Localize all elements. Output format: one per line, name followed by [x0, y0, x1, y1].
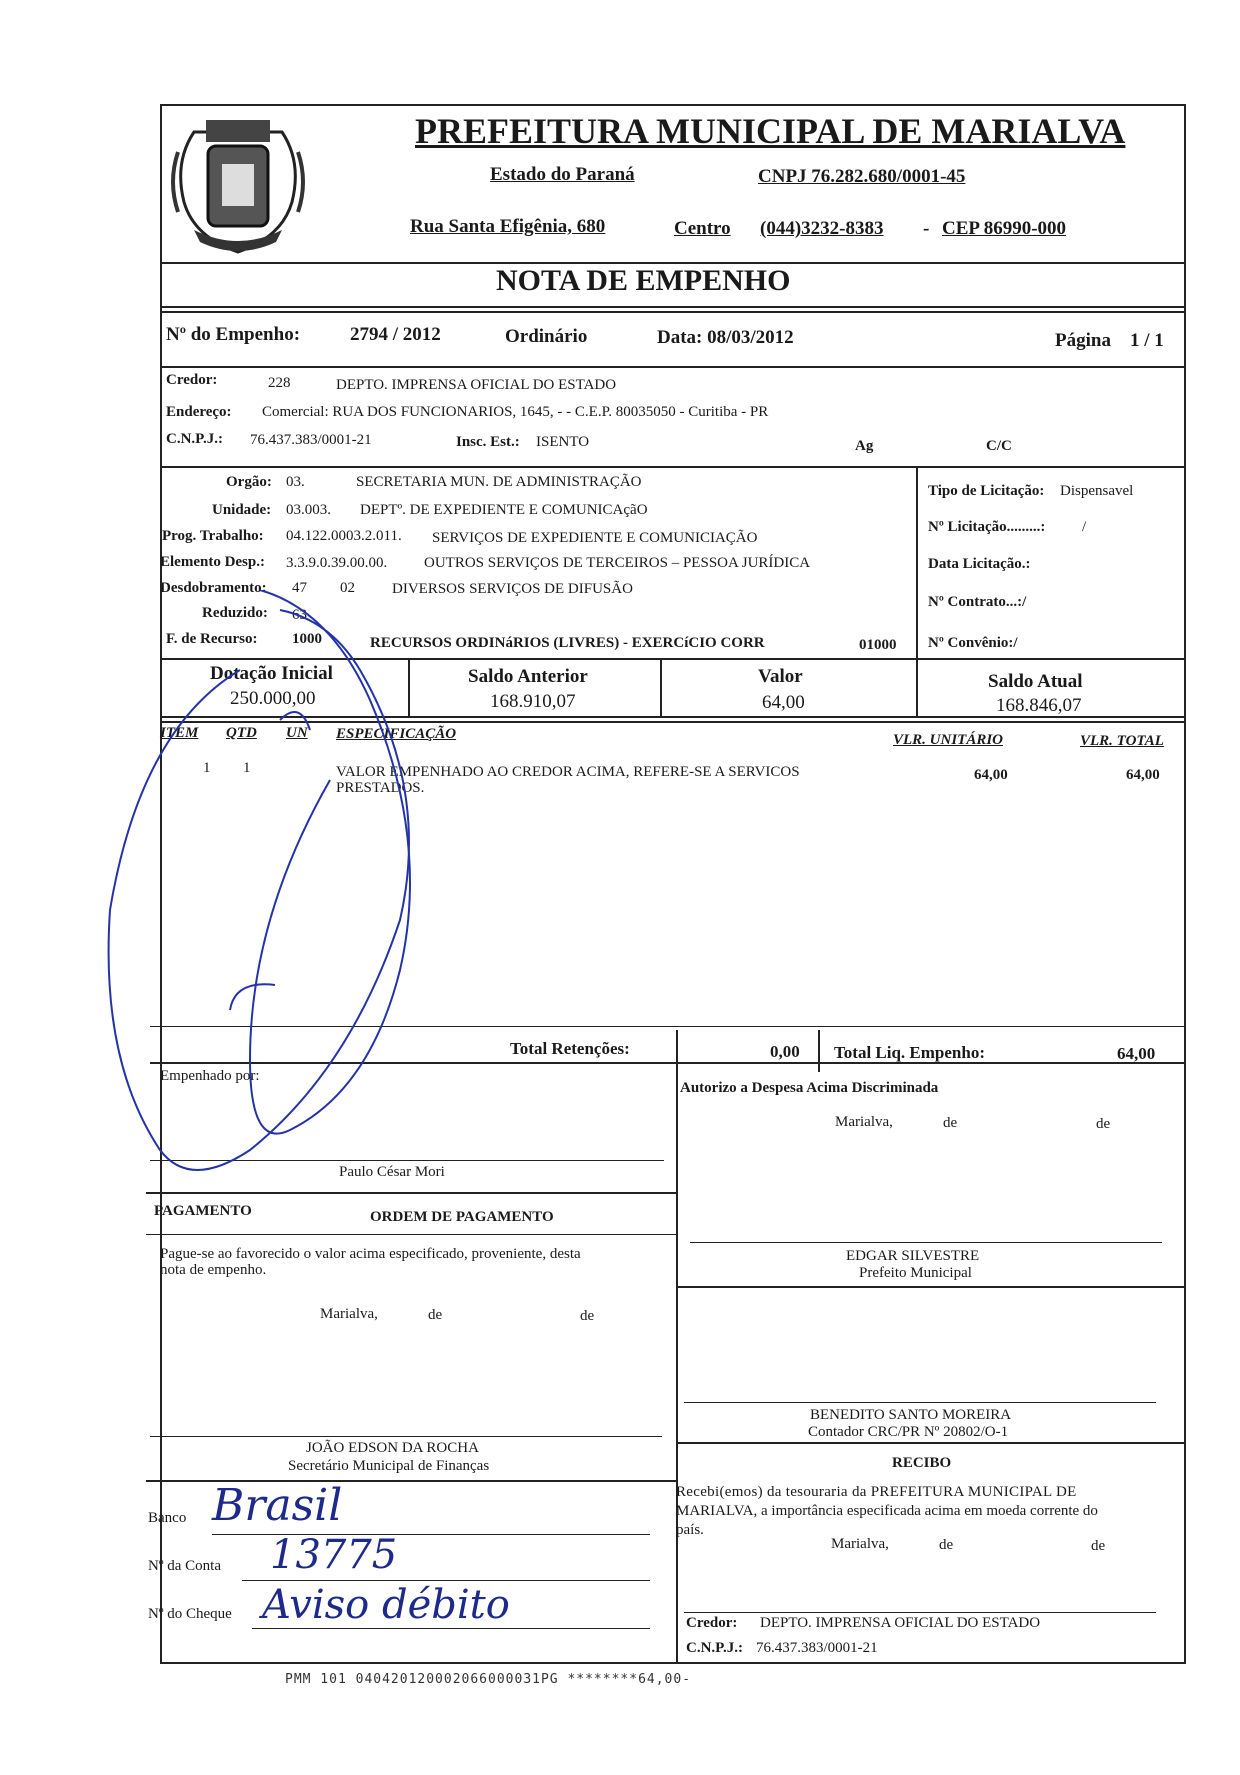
credor-insc: ISENTO — [536, 434, 590, 450]
orgao-label: Orgão: — [226, 474, 272, 490]
contador-role: Contador CRC/PR Nº 20802/O-1 — [808, 1424, 1009, 1440]
contador-name: BENEDITO SANTO MOREIRA — [810, 1407, 1012, 1423]
header-phone: (044)3232-8383 — [760, 218, 884, 239]
desdob-sub: 02 — [340, 580, 355, 596]
divider — [160, 311, 1186, 313]
row-spec-line2: PRESTADOS. — [336, 780, 425, 796]
recibo-credor-label: Credor: — [686, 1615, 738, 1631]
credor-label: Credor: — [166, 372, 218, 388]
recurso-sub: 01000 — [859, 637, 897, 653]
document-title: NOTA DE EMPENHO — [496, 264, 791, 297]
desdob-name: DIVERSOS SERVIÇOS DE DIFUSÃO — [392, 581, 633, 597]
reduzido-value: 63 — [292, 607, 307, 623]
divider — [160, 306, 1186, 308]
secretario-signature-line — [150, 1436, 662, 1437]
divider — [676, 1442, 1186, 1444]
cnpj-label: C.N.P.J.: — [166, 431, 223, 447]
prefeito-name: EDGAR SILVESTRE — [846, 1248, 980, 1264]
col-qtd: QTD — [226, 725, 257, 741]
elemento-label: Elemento Desp.: — [160, 554, 265, 570]
contador-signature-line — [684, 1402, 1156, 1403]
divider — [160, 466, 1186, 468]
divider — [916, 466, 918, 658]
convenio-label: Nº Convênio:/ — [928, 635, 1018, 651]
header-dash: - — [923, 218, 930, 239]
divider — [676, 1286, 1186, 1288]
secretario-role: Secretário Municipal de Finanças — [288, 1458, 490, 1474]
divider — [146, 1192, 676, 1194]
prog-label: Prog. Trabalho: — [162, 528, 264, 544]
header-cnpj: CNPJ 76.282.680/0001-45 — [758, 166, 966, 187]
col-total-value: VLR. TOTAL — [1080, 733, 1164, 749]
data-licitacao-label: Data Licitação.: — [928, 556, 1031, 572]
ag-label: Ag — [855, 438, 874, 454]
prog-code: 04.122.0003.2.011. — [286, 528, 402, 544]
cheque-line — [252, 1628, 650, 1629]
recibo-cnpj-label: C.N.P.J.: — [686, 1640, 743, 1656]
saldo-atual-label: Saldo Atual — [988, 671, 1083, 692]
pagamento-de1: de — [428, 1307, 443, 1323]
footer-code: PMM 101 040420120002066000031PG ********64,00- — [285, 1672, 692, 1687]
unidade-name: DEPTº. DE EXPEDIENTE E COMUNICAçãO — [360, 502, 648, 518]
recurso-name: RECURSOS ORDINáRIOS (LIVRES) - EXERCíCIO CORR — [370, 635, 765, 651]
orgao-code: 03. — [286, 474, 305, 490]
pagamento-de2: de — [580, 1308, 595, 1324]
elemento-code: 3.3.9.0.39.00.00. — [286, 555, 388, 571]
empenho-type: Ordinário — [505, 326, 588, 347]
contrato-label: Nº Contrato...:/ — [928, 594, 1027, 610]
retencoes-label: Total Retenções: — [510, 1039, 630, 1058]
page-label: Página — [1055, 330, 1111, 351]
liquido-value: 64,00 — [1117, 1044, 1156, 1063]
empenho-date: Data: 08/03/2012 — [657, 327, 794, 348]
recibo-de1: de — [939, 1537, 954, 1553]
pagamento-text-line2: nota de empenho. — [160, 1262, 267, 1278]
divider — [818, 1030, 820, 1072]
empenhado-label: Empenhado por: — [160, 1068, 260, 1084]
numero-licitacao-label: Nº Licitação.........: — [928, 519, 1046, 535]
dotacao-value: 250.000,00 — [230, 688, 316, 709]
desdob-label: Desdobramento: — [160, 580, 267, 596]
col-unit-value: VLR. UNITÁRIO — [893, 732, 1004, 748]
header-street: Rua Santa Efigênia, 680 — [410, 216, 606, 237]
recibo-cnpj: 76.437.383/0001-21 — [756, 1640, 878, 1656]
recibo-credor-name: DEPTO. IMPRENSA OFICIAL DO ESTADO — [760, 1615, 1041, 1631]
dotacao-label: Dotação Inicial — [210, 663, 333, 684]
recibo-line1: Recebi(emos) da tesouraria da PREFEITURA MUNICIPAL DE — [676, 1484, 1077, 1500]
recibo-line3: país. — [676, 1522, 704, 1538]
pagamento-text-line1: Pague-se ao favorecido o valor acima especificado, proveniente, desta — [160, 1246, 581, 1262]
row-spec-line1: VALOR EMPENHADO AO CREDOR ACIMA, REFERE-SE A SERVICOS — [336, 764, 800, 780]
recurso-label: F. de Recurso: — [166, 631, 258, 647]
prog-name: SERVIÇOS DE EXPEDIENTE E COMUNICIAÇÃO — [432, 530, 758, 546]
valor-label: Valor — [758, 666, 803, 687]
autorizo-label: Autorizo a Despesa Acima Discriminada — [680, 1080, 939, 1096]
conta-line — [242, 1580, 650, 1581]
unidade-label: Unidade: — [212, 502, 272, 518]
elemento-name: OUTROS SERVIÇOS DE TERCEIROS – PESSOA JURÍDICA — [424, 555, 811, 571]
col-spec: ESPECIFICAÇÃO — [336, 726, 457, 742]
col-item: ITEM — [160, 725, 199, 741]
credor-cnpj: 76.437.383/0001-21 — [250, 432, 372, 448]
recibo-label: RECIBO — [892, 1455, 952, 1471]
saldo-anterior-label: Saldo Anterior — [468, 666, 588, 687]
divider — [676, 1064, 678, 1664]
recibo-line2: MARIALVA, a importância especificada acima em moeda corrente do — [676, 1503, 1098, 1519]
cheque-label: Nº do Cheque — [148, 1606, 232, 1622]
liquido-label: Total Liq. Empenho: — [834, 1043, 985, 1062]
autorizo-de2: de — [1096, 1116, 1111, 1132]
prefeito-signature-line — [690, 1242, 1162, 1243]
row-qtd: 1 — [243, 760, 251, 776]
reduzido-label: Reduzido: — [202, 605, 268, 621]
banco-value: Brasil — [212, 1480, 343, 1531]
row-total-value: 64,00 — [1126, 767, 1160, 783]
saldo-atual-value: 168.846,07 — [996, 695, 1082, 716]
credor-address: Comercial: RUA DOS FUNCIONARIOS, 1645, - - C.E.P. 80035050 - Curitiba - PR — [262, 404, 769, 420]
secretario-name: JOÃO EDSON DA ROCHA — [306, 1440, 479, 1456]
banco-label: Banco — [148, 1510, 187, 1526]
desdob-code: 47 — [292, 580, 307, 596]
pagamento-label: PAGAMENTO — [154, 1203, 252, 1219]
recibo-city: Marialva, — [831, 1536, 889, 1552]
autorizo-city: Marialva, — [835, 1114, 893, 1130]
saldo-anterior-value: 168.910,07 — [490, 691, 576, 712]
header-district: Centro — [674, 218, 731, 239]
col-un: UN — [286, 725, 308, 741]
autorizo-de1: de — [943, 1115, 958, 1131]
tipo-licitacao-value: Dispensavel — [1060, 483, 1134, 499]
numero-licitacao-value: / — [1082, 519, 1087, 535]
address-label: Endereço: — [166, 404, 232, 420]
conta-label: Nº da Conta — [148, 1558, 221, 1574]
pagamento-city: Marialva, — [320, 1306, 378, 1322]
recibo-de2: de — [1091, 1538, 1106, 1554]
divider — [146, 1234, 676, 1235]
header-state: Estado do Paraná — [490, 164, 635, 185]
ordem-pagamento-label: ORDEM DE PAGAMENTO — [370, 1209, 554, 1225]
empenhado-name: Paulo César Mori — [339, 1164, 445, 1180]
conta-value: 13775 — [270, 1532, 398, 1578]
empenho-number: 2794 / 2012 — [350, 324, 441, 345]
valor-value: 64,00 — [762, 692, 805, 713]
header-cep: CEP 86990-000 — [942, 218, 1067, 239]
divider — [916, 658, 918, 716]
row-item: 1 — [203, 760, 211, 776]
orgao-name: SECRETARIA MUN. DE ADMINISTRAÇÃO — [356, 474, 642, 490]
tipo-licitacao-label: Tipo de Licitação: — [928, 483, 1045, 499]
credor-name: DEPTO. IMPRENSA OFICIAL DO ESTADO — [336, 377, 617, 393]
insc-label: Insc. Est.: — [456, 434, 520, 450]
empenho-number-label: Nº do Empenho: — [166, 324, 301, 345]
cc-label: C/C — [986, 438, 1012, 454]
cheque-value: Aviso débito — [262, 1582, 510, 1628]
recibo-signature-line — [684, 1612, 1156, 1613]
header-title: PREFEITURA MUNICIPAL DE MARIALVA — [415, 111, 1126, 151]
divider — [660, 658, 662, 716]
credor-code: 228 — [268, 375, 291, 391]
municipal-crest-icon — [164, 102, 312, 258]
handwritten-rubric — [100, 590, 500, 1190]
prefeito-role: Prefeito Municipal — [859, 1265, 972, 1281]
recurso-code: 1000 — [292, 631, 322, 647]
unidade-code: 03.003. — [286, 502, 331, 518]
page-number: 1 / 1 — [1130, 330, 1164, 351]
retencoes-value: 0,00 — [770, 1042, 800, 1061]
row-unit-value: 64,00 — [974, 767, 1008, 783]
divider — [160, 366, 1186, 368]
